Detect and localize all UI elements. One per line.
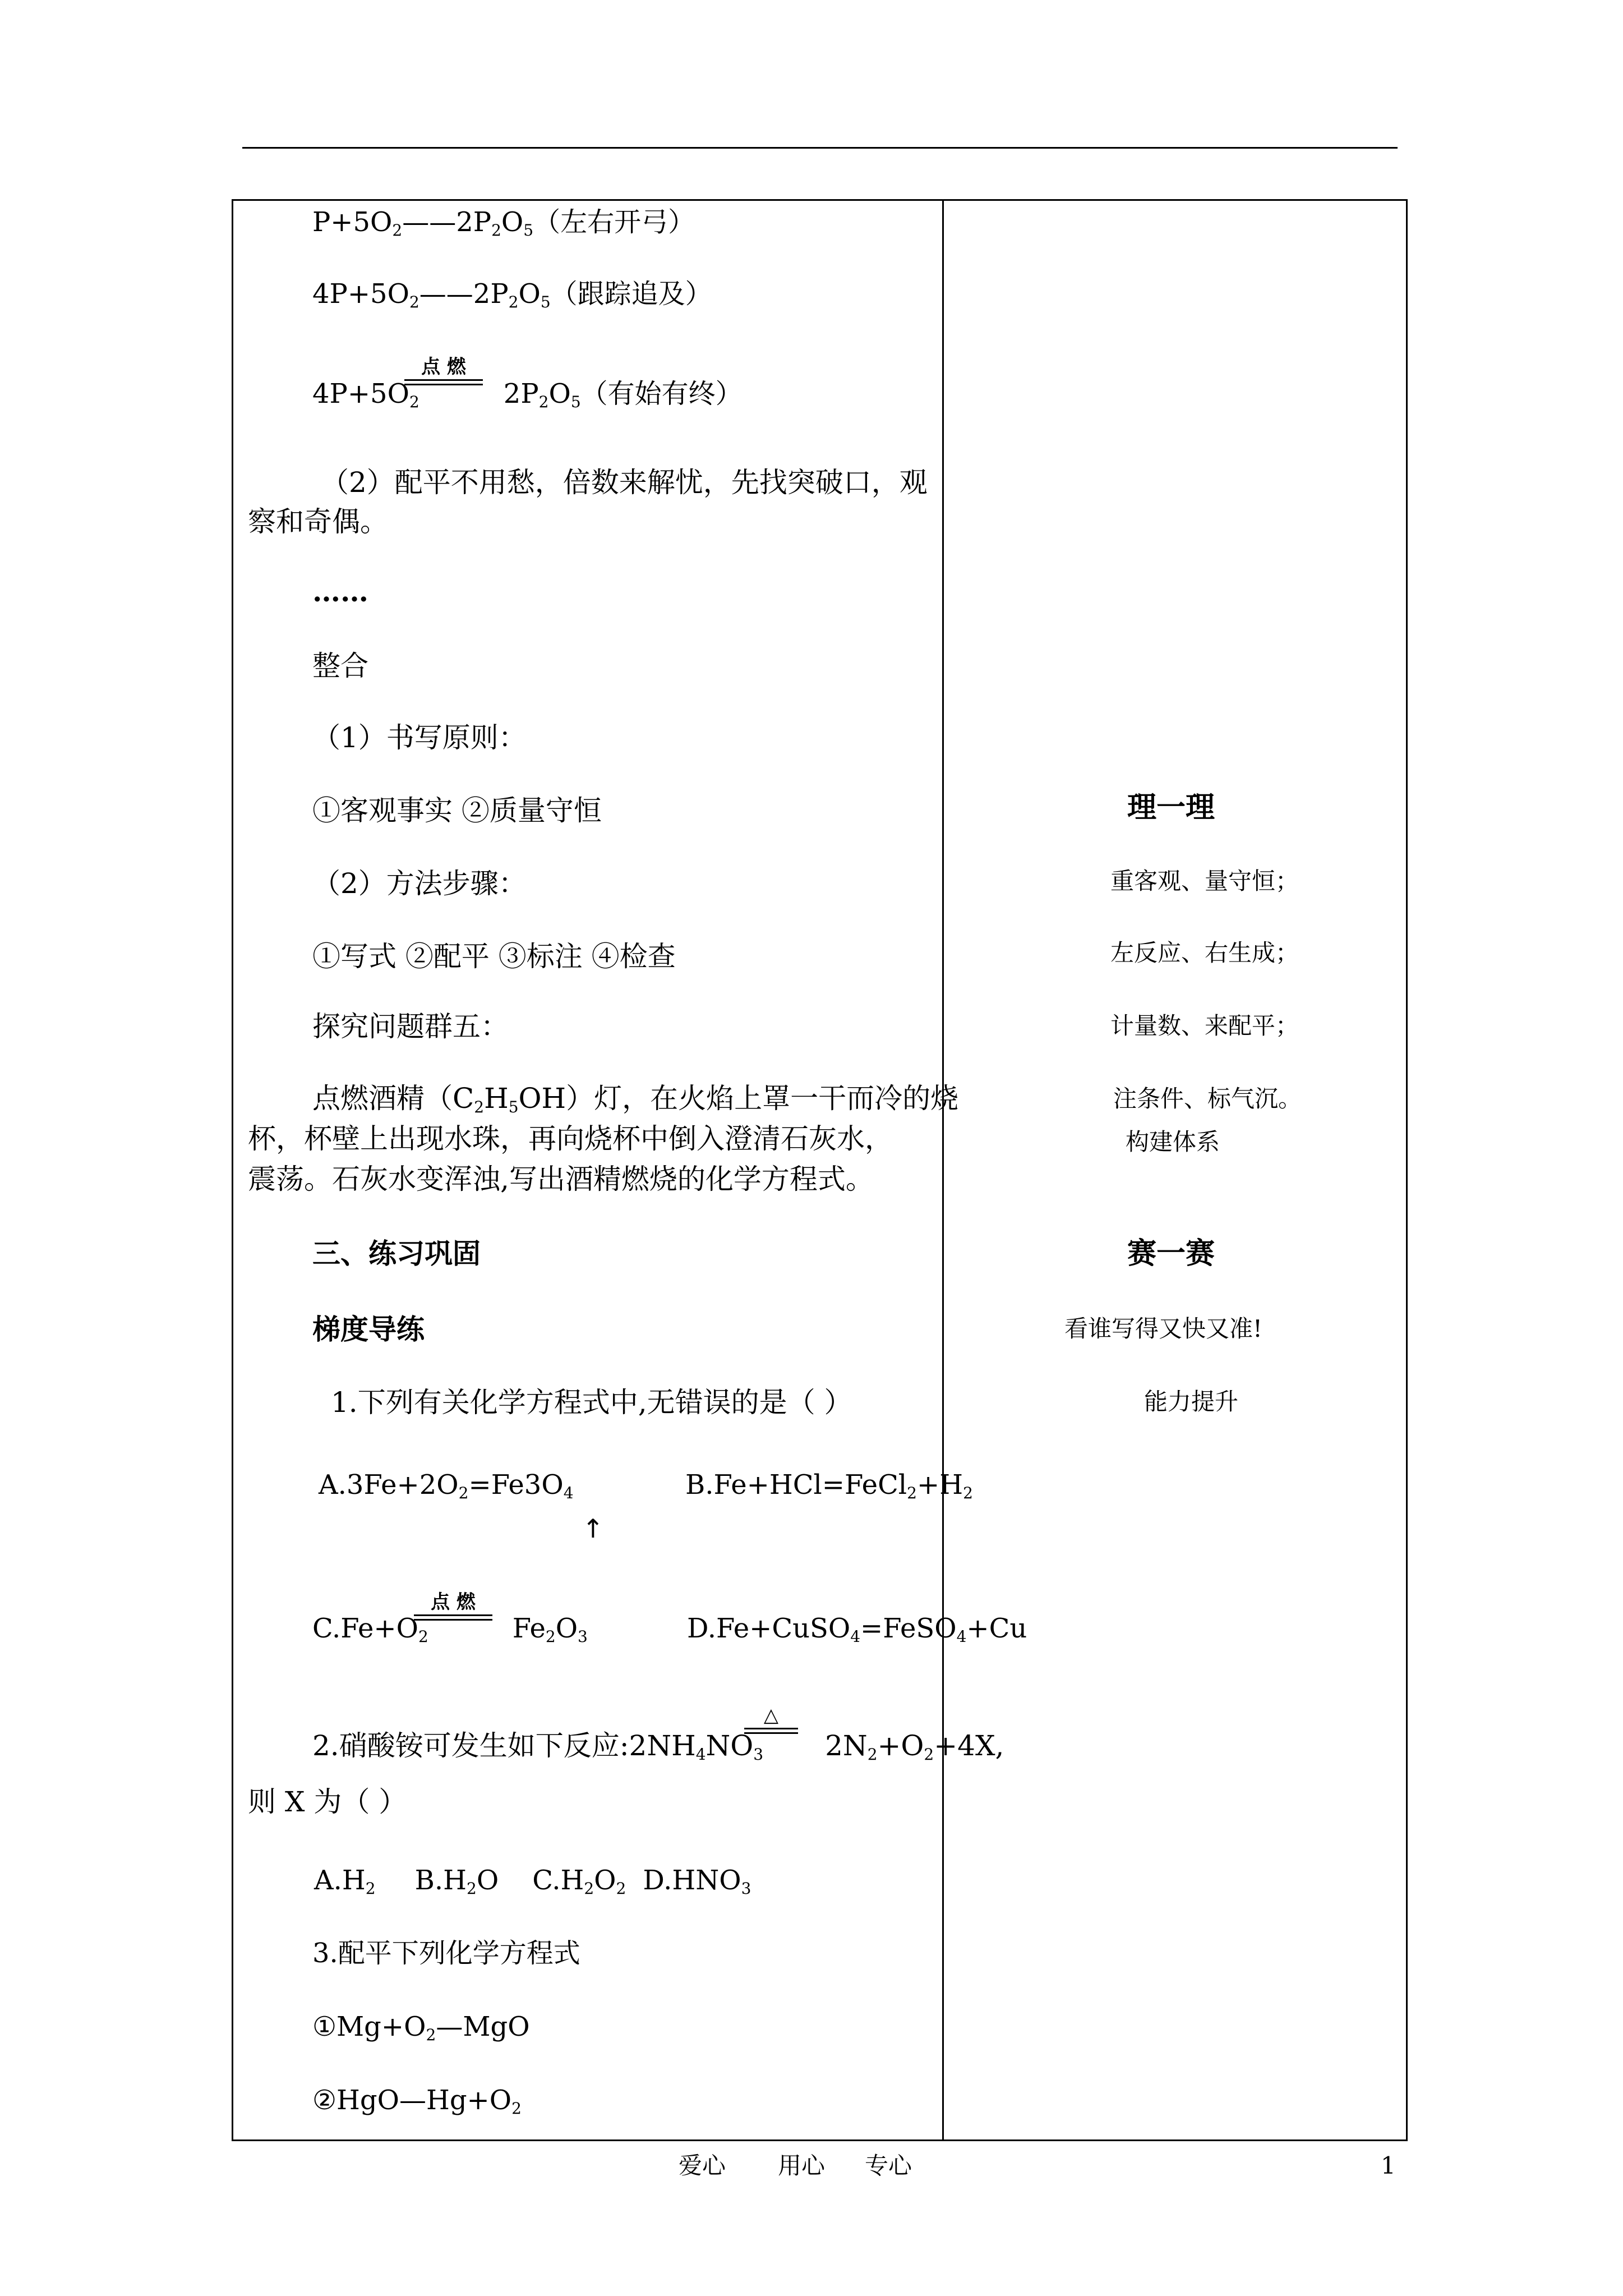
column-divider bbox=[942, 199, 944, 2141]
integration-heading: 整合 bbox=[312, 650, 368, 682]
explore-line1: 点燃酒精$(C_2H_5OH)$灯，在火焰上罩一干而冷的烧 bbox=[312, 1082, 959, 1116]
summary-line-1: 重客观、量守恒； bbox=[1110, 867, 1299, 895]
principles-title: （1）书写原则： bbox=[312, 721, 527, 754]
balance-tip-line1: （2）配平不用愁，倍数来解忧，先找突破口，观 bbox=[321, 466, 928, 499]
explore-title: 探究问题群五： bbox=[312, 1010, 509, 1043]
question-1: 1.下列有关化学方程式中,无错误的是（ ） bbox=[331, 1386, 852, 1419]
ability-label: 能力提升 bbox=[1144, 1388, 1239, 1415]
q1-option-a: $A.3Fe+2O_2=Fe3O_4$ bbox=[319, 1469, 574, 1502]
balance-tip-line2: 察和奇偶。 bbox=[248, 505, 388, 538]
header-rule bbox=[242, 147, 1398, 149]
summary-line-4: 注条件、标气沉。 bbox=[1113, 1085, 1302, 1112]
q3-item-1: $①Mg+O_2—MgO$ bbox=[312, 2011, 530, 2044]
question-2: 2.硝酸铵可发生如下反应$:2NH_4NO_3$ $2N_2+O_2+4X$, bbox=[312, 1729, 1004, 1764]
q2-options: $A.H_2$ $B.H_2O$ $C.H_2O_2$ $D.HNO_3$ bbox=[314, 1865, 751, 1898]
gas-arrow: ↑ bbox=[582, 1513, 604, 1544]
section-practice: 三、练习巩固 bbox=[312, 1237, 481, 1270]
equation-1: $P+5O_2——2P_2O_5$（左右开弓） bbox=[312, 206, 695, 240]
steps: ①写式 ②配平 ③标注 ④检查 bbox=[312, 940, 676, 973]
ellipsis: …… bbox=[312, 575, 368, 608]
summary-line-3: 计量数、来配平； bbox=[1110, 1012, 1299, 1039]
question-2-line2: 则 X 为（ ） bbox=[248, 1786, 407, 1818]
sidebar-title-race: 赛一赛 bbox=[1127, 1236, 1215, 1271]
q1-option-c: $C.Fe+O_2$ $Fe_2O_3$ bbox=[312, 1613, 588, 1646]
explore-line2: 杯，杯壁上出现水珠，再向烧杯中倒入澄清石灰水， bbox=[248, 1122, 893, 1155]
reaction-condition-ignite: 点 燃 bbox=[403, 357, 485, 385]
principles: ①客观事实 ②质量守恒 bbox=[312, 794, 602, 827]
explore-line3: 震荡。石灰水变浑浊,写出酒精燃烧的化学方程式。 bbox=[248, 1163, 874, 1195]
equation-2: $4P+5O_2——2P_2O_5$（跟踪追及） bbox=[312, 278, 712, 311]
q1-option-b: $B.Fe+HCl=FeCl_2+H_2$ bbox=[685, 1469, 973, 1502]
q3-item-2: $②HgO—Hg+O_2$ bbox=[312, 2085, 522, 2118]
race-prompt: 看谁写得又快又准! bbox=[1064, 1315, 1262, 1342]
question-3: 3.配平下列化学方程式 bbox=[312, 1938, 580, 1969]
footer-focus: 专心 bbox=[865, 2152, 912, 2179]
guided-practice: 梯度导练 bbox=[312, 1313, 425, 1346]
footer-love: 爱心 bbox=[679, 2152, 726, 2179]
page-number: 1 bbox=[1381, 2152, 1396, 2179]
q1-option-d: D.Fe+CuSO$_4$=FeSO$_4$+Cu bbox=[687, 1613, 1027, 1646]
summary-line-2: 左反应、右生成； bbox=[1110, 939, 1299, 967]
footer-care: 用心 bbox=[778, 2152, 826, 2179]
steps-title: （2）方法步骤： bbox=[312, 867, 527, 900]
build-system-label: 构建体系 bbox=[1126, 1128, 1220, 1156]
reaction-condition-heat: △ bbox=[743, 1705, 799, 1734]
reaction-condition-ignite-2: 点 燃 bbox=[412, 1592, 494, 1621]
equation-3: $4P+5O_2$ $2P_2O_5$（有始有终） bbox=[312, 378, 743, 411]
sidebar-title-review: 理一理 bbox=[1127, 790, 1215, 825]
